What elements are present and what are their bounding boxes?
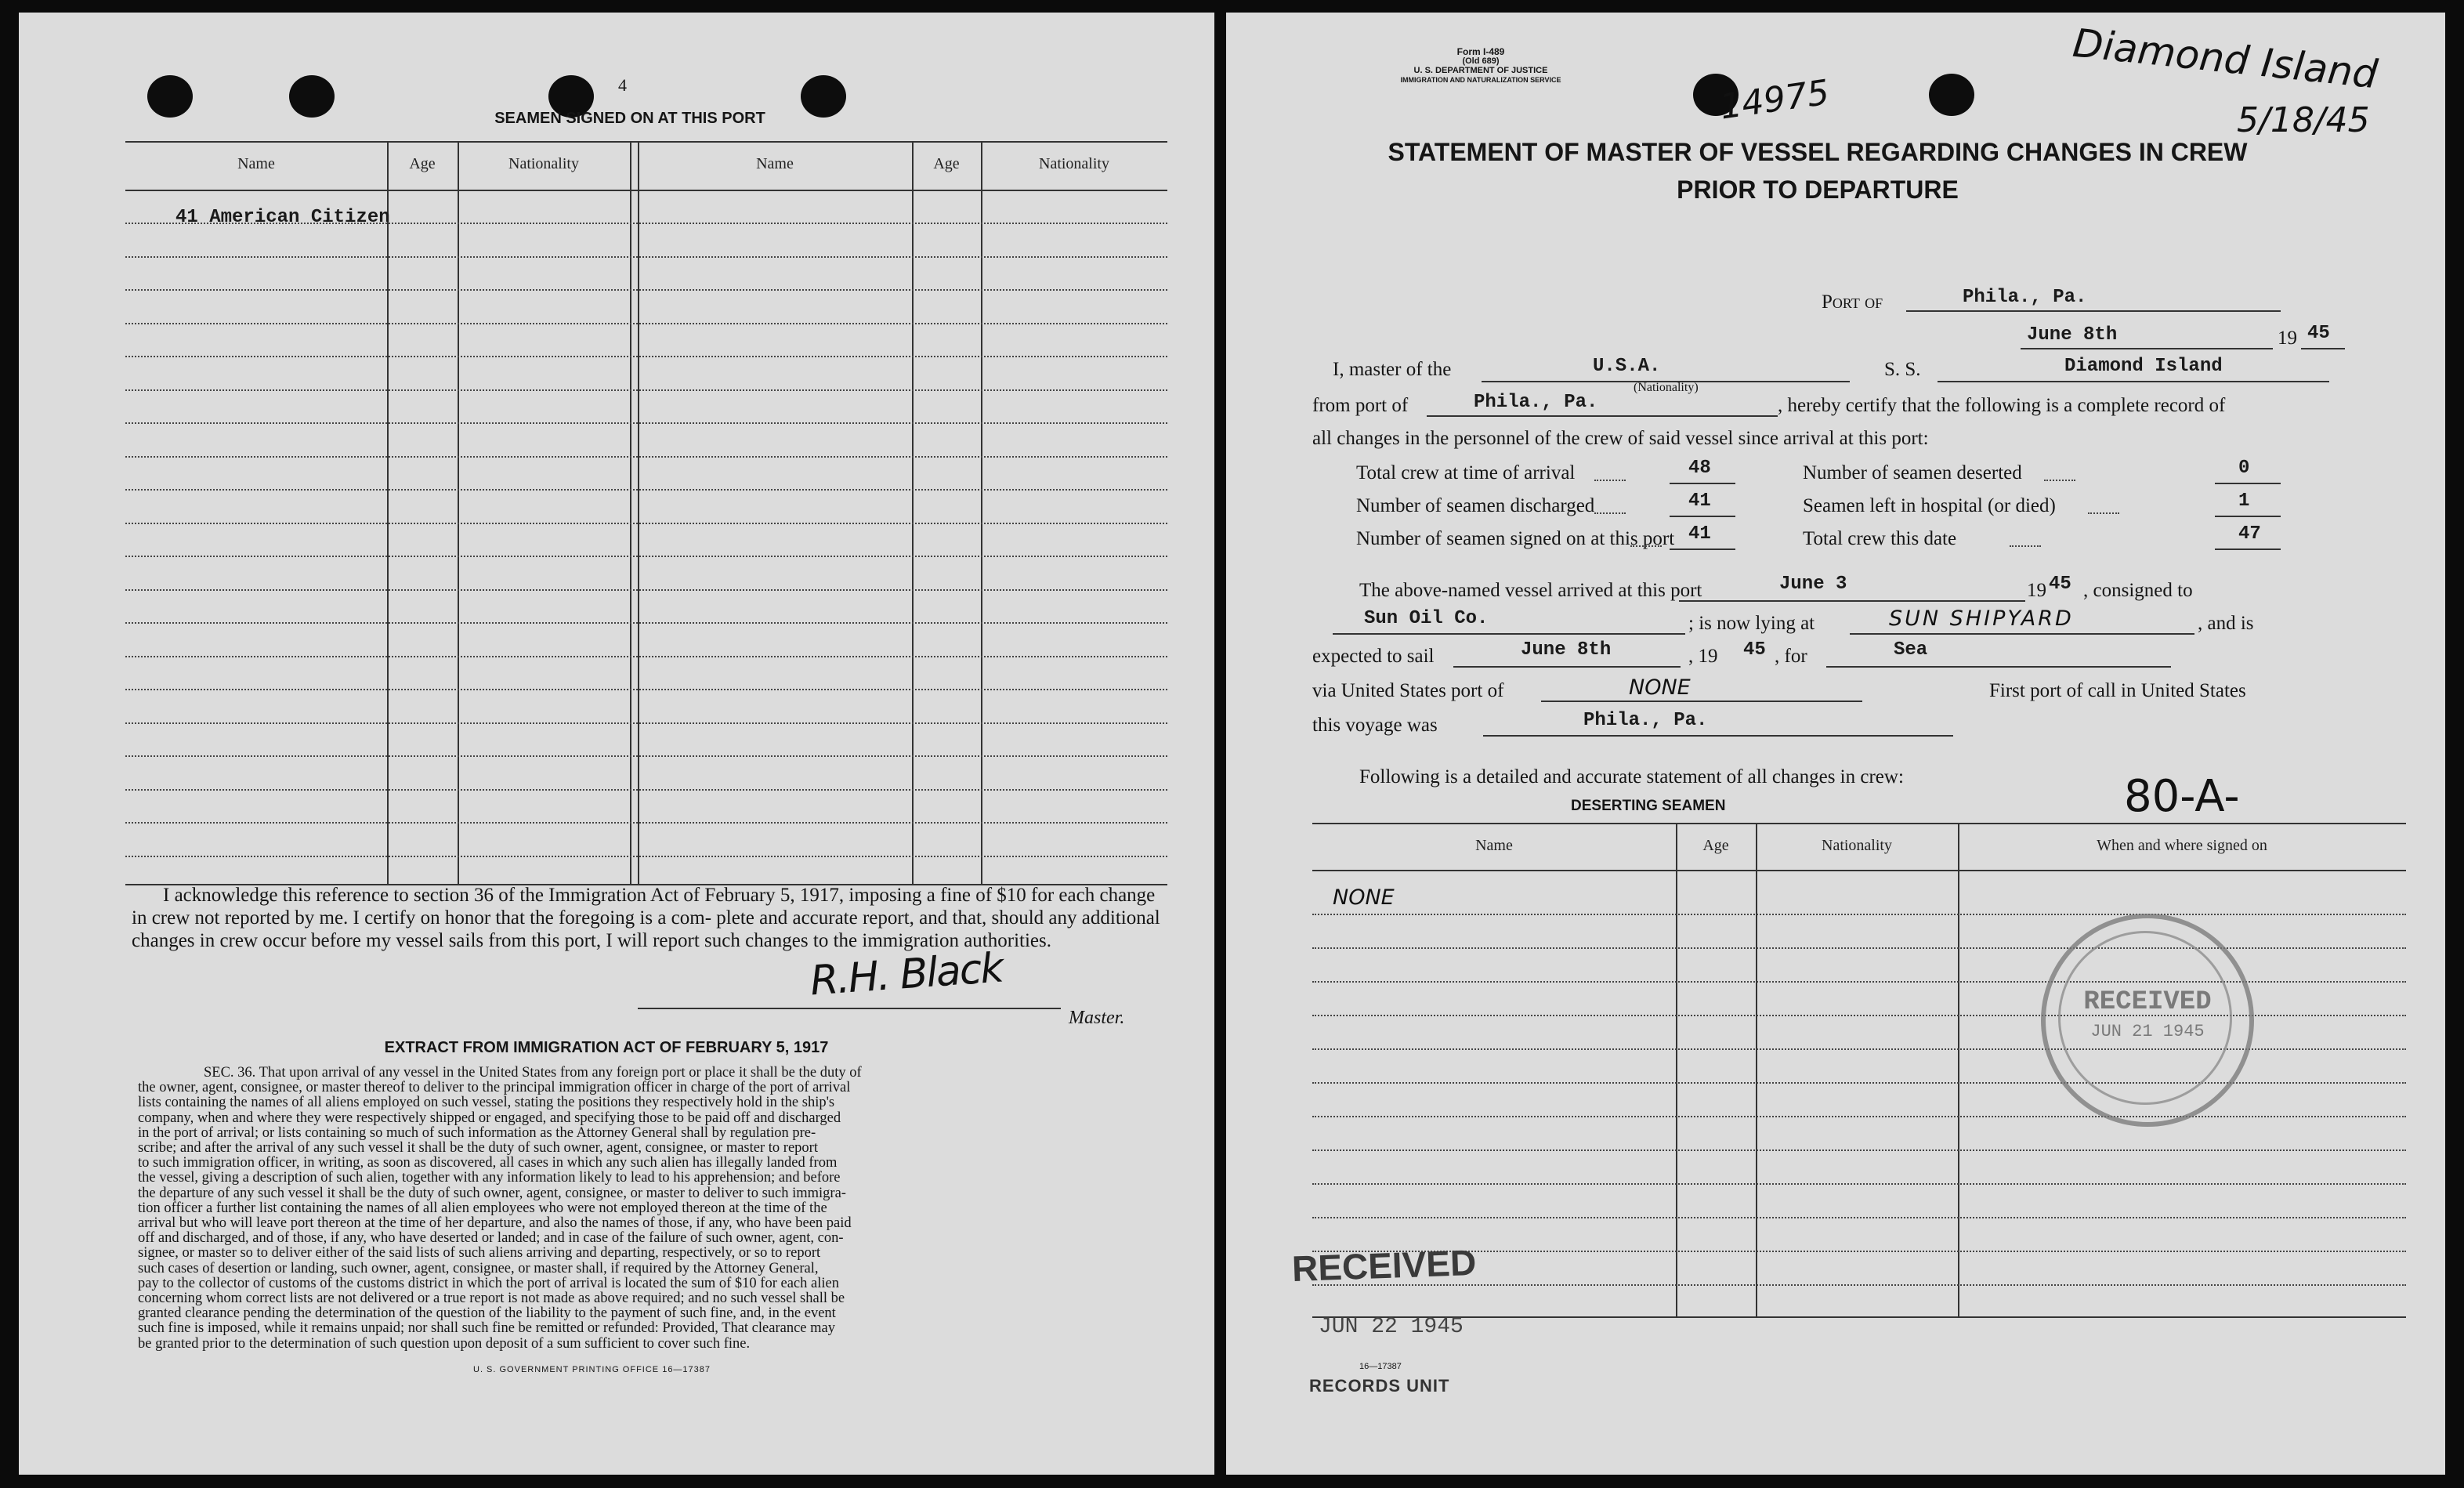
extract-line: granted clearance pending the determination of the question of the liability to the payment of such fine, and, in the event (138, 1305, 836, 1322)
stat-value-line (2215, 548, 2281, 550)
stat-label: Total crew this date (1803, 528, 1957, 549)
extract-line: to such immigration officer, in writing, as soon as discovered, all cases in which any such alien has illegally landed from (138, 1155, 838, 1171)
title-line-2: PRIOR TO DEPARTURE (1677, 176, 1959, 204)
nationality-caption: (Nationality) (1634, 381, 1699, 394)
table-row-line (125, 456, 1167, 458)
all-changes-text: all changes in the personnel of the crew of said vessel since arrival at this port: (1312, 428, 1929, 449)
col-header-name: Name (756, 155, 794, 172)
deserting-entry: NONE (1333, 885, 1395, 910)
port-label: Port of (1822, 291, 1883, 313)
col-header-nationality: Nationality (508, 155, 579, 172)
punch-hole (1929, 74, 1974, 116)
table-row-line (125, 289, 1167, 291)
table-row-line (125, 223, 1167, 224)
ship-name: Diamond Island (2064, 356, 2223, 377)
extract-text (138, 1065, 1183, 1352)
handwritten-number: 14975 (1717, 72, 1832, 128)
consignee: Sun Oil Co. (1364, 608, 1489, 629)
stat-value-line (1670, 548, 1735, 550)
printer-line: U. S. GOVERNMENT PRINTING OFFICE 16—17387 (473, 1365, 711, 1374)
col-header-nationality: Nationality (1822, 837, 1892, 854)
acknowledgement-text: I acknowledge this reference to section 36 of the Immigration Act of February 5, 1917, imposing a fine of $10 for each change in crew not reported by me. I certify on honor that the foregoing is a com- plete and accurate report, and that, should any additional changes in crew occur before my vessel sails from this port, I will report such changes to the immigration authorities. (132, 885, 1160, 951)
table-row-line (125, 356, 1167, 357)
date-value: June 8th (2027, 324, 2118, 346)
for-value: Sea (1894, 639, 1928, 661)
extract-line: signee, or master so to deliver either of the said lists of such aliens arriving and departing, respectively, or so to report (138, 1245, 821, 1262)
table-row-line (1312, 914, 2406, 915)
stat-label: Total crew at time of arrival (1356, 462, 1576, 483)
extract-line: lists containing the names of all aliens employed on such vessel, stating the positions they respectively hold in the ship's (138, 1095, 835, 1111)
consigned-label: , consigned to (2083, 580, 2193, 601)
stat-value-line (2215, 516, 2281, 517)
stat-label: Number of seamen deserted (1803, 462, 2022, 483)
extract-line: the departure of any such vessel it shall be the duty of such owner, agent, consignee, or master to deliver to such immigra- (138, 1185, 846, 1201)
stat-value: 41 (1688, 523, 1711, 545)
table-row-line (125, 323, 1167, 324)
extract-line: such cases of desertion or landing, such owner, agent, consignee, or master shall, if required by the Attorney General, (138, 1260, 819, 1276)
col-header-age: Age (933, 155, 960, 172)
table-row-line (125, 523, 1167, 524)
stat-label: Number of seamen signed on at this port (1356, 528, 1675, 549)
stat-leader (1630, 545, 1662, 547)
extract-line: the owner, agent, consignee, or master thereof to deliver to the principal immigration officer in charge of the port of arrival (138, 1080, 851, 1096)
following-text: Following is a detailed and accurate statement of all changes in crew: (1359, 766, 1904, 787)
stat-leader (2088, 512, 2119, 514)
stat-value-line (1670, 516, 1735, 517)
stat-leader (1594, 512, 1626, 514)
stat-value: 1 (2238, 491, 2250, 512)
handwritten-date: 5/18/45 (2237, 100, 2370, 140)
footer-code: 16—17387 (1359, 1362, 1402, 1371)
extract-line: arrival but who will leave port thereon at the time of her departure, and also the names of those, if any, who have been paid (138, 1215, 852, 1232)
stat-value: 0 (2238, 458, 2250, 479)
year-prefix: 19 (2278, 328, 2297, 349)
received-date: JUN 22 1945 (1319, 1315, 1464, 1339)
ss-label: S. S. (1884, 359, 1921, 380)
old-form-number: (Old 689) (1462, 56, 1500, 66)
from-port-label: from port of (1312, 395, 1409, 416)
extract-line: company, when and where they were respectively shipped or engaged, and specifying those to be paid off and discharged (138, 1110, 841, 1126)
department: U. S. DEPARTMENT OF JUSTICE (1413, 66, 1548, 75)
table-row-line (1312, 1183, 2406, 1185)
stat-value-line (1670, 483, 1735, 484)
handwritten-vessel: Diamond Island (2071, 20, 2380, 98)
stat-leader (1594, 480, 1626, 481)
punch-hole (289, 75, 335, 118)
punch-hole (147, 75, 193, 118)
title-line-1: STATEMENT OF MASTER OF VESSEL REGARDING CHANGES IN CREW (1388, 138, 2248, 166)
extract-line: off and discharged, and of those, if any, who have deserted or landed; and in case of the failure of such owner, agent, con- (138, 1230, 844, 1247)
table-row-line (1312, 1149, 2406, 1151)
form-title (1344, 133, 2292, 208)
stat-leader (2044, 480, 2075, 481)
table-row-line (1312, 1251, 2406, 1252)
expected-label: expected to sail (1312, 646, 1435, 667)
extract-line: in the port of arrival; or lists containing so much of such information as the Attorney General shall by regulation pre- (138, 1124, 816, 1141)
table-row-line (1312, 1217, 2406, 1218)
table-row-line (1312, 947, 2406, 949)
extract-line: such fine is imposed, while it remains unpaid; nor shall such fine be remitted or refunded: Provided, That clearance may (138, 1320, 835, 1337)
records-unit: RECORDS UNIT (1309, 1376, 1450, 1396)
col-header-name: Name (237, 155, 275, 172)
extract-line: concerning whom correct lists are not delivered or a true report is not made as above required; and no such vessel shall be (138, 1291, 845, 1307)
col-header-age: Age (409, 155, 436, 172)
section-title: SEAMEN SIGNED ON AT THIS PORT (494, 110, 765, 127)
via-value: NONE (1629, 675, 1691, 700)
for-label: , for (1775, 646, 1807, 667)
extract-line: pay to the collector of customs of the customs district in which the port of arrival is located the sum of $10 for each alien (138, 1275, 839, 1291)
table-row-line (1312, 1082, 2406, 1084)
table-row-line (125, 422, 1167, 424)
col-header-name: Name (1475, 837, 1513, 854)
master-signature: R.H. Black (809, 944, 1004, 1005)
received-stamp: RECEIVED (1291, 1241, 1478, 1290)
extract-title: EXTRACT FROM IMMIGRATION ACT OF FEBRUARY 5, 1917 (384, 1039, 829, 1056)
table-row-line (1312, 1284, 2406, 1286)
stat-leader (2010, 545, 2041, 547)
table-row-line (125, 589, 1167, 591)
table-row-line (125, 689, 1167, 690)
table-row-line (1312, 1116, 2406, 1117)
table-row-line (125, 822, 1167, 824)
certify-text: , hereby certify that the following is a complete record of (1778, 395, 2226, 416)
form-header (1351, 47, 1610, 85)
arrived-label: The above-named vessel arrived at this port (1359, 580, 1702, 601)
col-header-age: Age (1702, 837, 1729, 854)
extract-line: the vessel, giving a description of such alien, together with any information likely to lead to his apprehension; and before (138, 1170, 841, 1186)
col-header-signed-on: When and where signed on (2097, 837, 2267, 854)
year-value: 45 (2307, 323, 2330, 344)
from-port-value: Phila., Pa. (1474, 392, 1598, 413)
arrived-year: 45 (2049, 574, 2071, 595)
page-number: 4 (618, 75, 627, 95)
service: IMMIGRATION AND NATURALIZATION SERVICE (1400, 76, 1561, 84)
lying-value: SUN SHIPYARD (1889, 606, 2074, 631)
table-row-line (125, 789, 1167, 791)
extract-line: tion officer a further list containing the names of all alien employees who were not employed thereon at the time of the (138, 1200, 827, 1216)
extract-line: SEC. 36. That upon arrival of any vessel in the United States from any foreign port or place it shall be the duty of (204, 1065, 862, 1081)
first-port-label: First port of call in United States (1989, 680, 2246, 701)
table-row-line (125, 389, 1167, 391)
master-of-label: I, master of the (1333, 359, 1452, 380)
voyage-value: Phila., Pa. (1583, 710, 1708, 731)
and-is-label: , and is (2198, 613, 2254, 634)
arrived-date: June 3 (1779, 574, 1847, 595)
expected-date: June 8th (1521, 639, 1612, 661)
port-value: Phila., Pa. (1963, 287, 2087, 308)
table-row-line (125, 256, 1167, 258)
stat-label: Number of seamen discharged (1356, 495, 1595, 516)
col-header-nationality: Nationality (1039, 155, 1109, 172)
round-received-stamp (2041, 914, 2254, 1127)
round-stamp-date: JUN 21 1945 (2090, 1022, 2205, 1041)
table-row-line (125, 556, 1167, 557)
expected-year-prefix: , 19 (1688, 646, 1718, 667)
expected-year: 45 (1743, 639, 1766, 661)
nationality-value: U.S.A. (1593, 356, 1661, 377)
left-page (19, 13, 1214, 1475)
deserting-title: DESERTING SEAMEN (1571, 798, 1726, 814)
table-row-line (125, 856, 1167, 857)
table-row-line (125, 722, 1167, 724)
table-row-line (125, 755, 1167, 757)
handwritten-code: 80-A- (2124, 771, 2240, 822)
master-label: Master. (1069, 1008, 1125, 1028)
extract-line: scribe; and after the arrival of any such vessel it shall be the duty of such owner, agent, consignee, or master to report (138, 1140, 818, 1157)
table-row-line (125, 489, 1167, 491)
stat-value-line (2215, 483, 2281, 484)
voyage-label: this voyage was (1312, 715, 1438, 736)
table-row-line (125, 656, 1167, 657)
stat-value: 48 (1688, 458, 1711, 479)
round-stamp-label: RECEIVED (2083, 987, 2212, 1017)
table-row-line (125, 622, 1167, 624)
stat-value: 47 (2238, 523, 2261, 545)
form-number: Form I-489 (1456, 46, 1505, 57)
arrived-year-prefix: 19 (2027, 580, 2046, 601)
extract-line: be granted prior to the determination of such question upon deposit of a sum sufficient to cover such fine. (138, 1335, 751, 1352)
stat-value: 41 (1688, 491, 1711, 512)
right-page (1226, 13, 2445, 1475)
via-label: via United States port of (1312, 680, 1504, 701)
lying-label: ; is now lying at (1688, 613, 1815, 634)
table-entry: 41 American Citizen (175, 207, 390, 228)
stat-label: Seamen left in hospital (or died) (1803, 495, 2056, 516)
